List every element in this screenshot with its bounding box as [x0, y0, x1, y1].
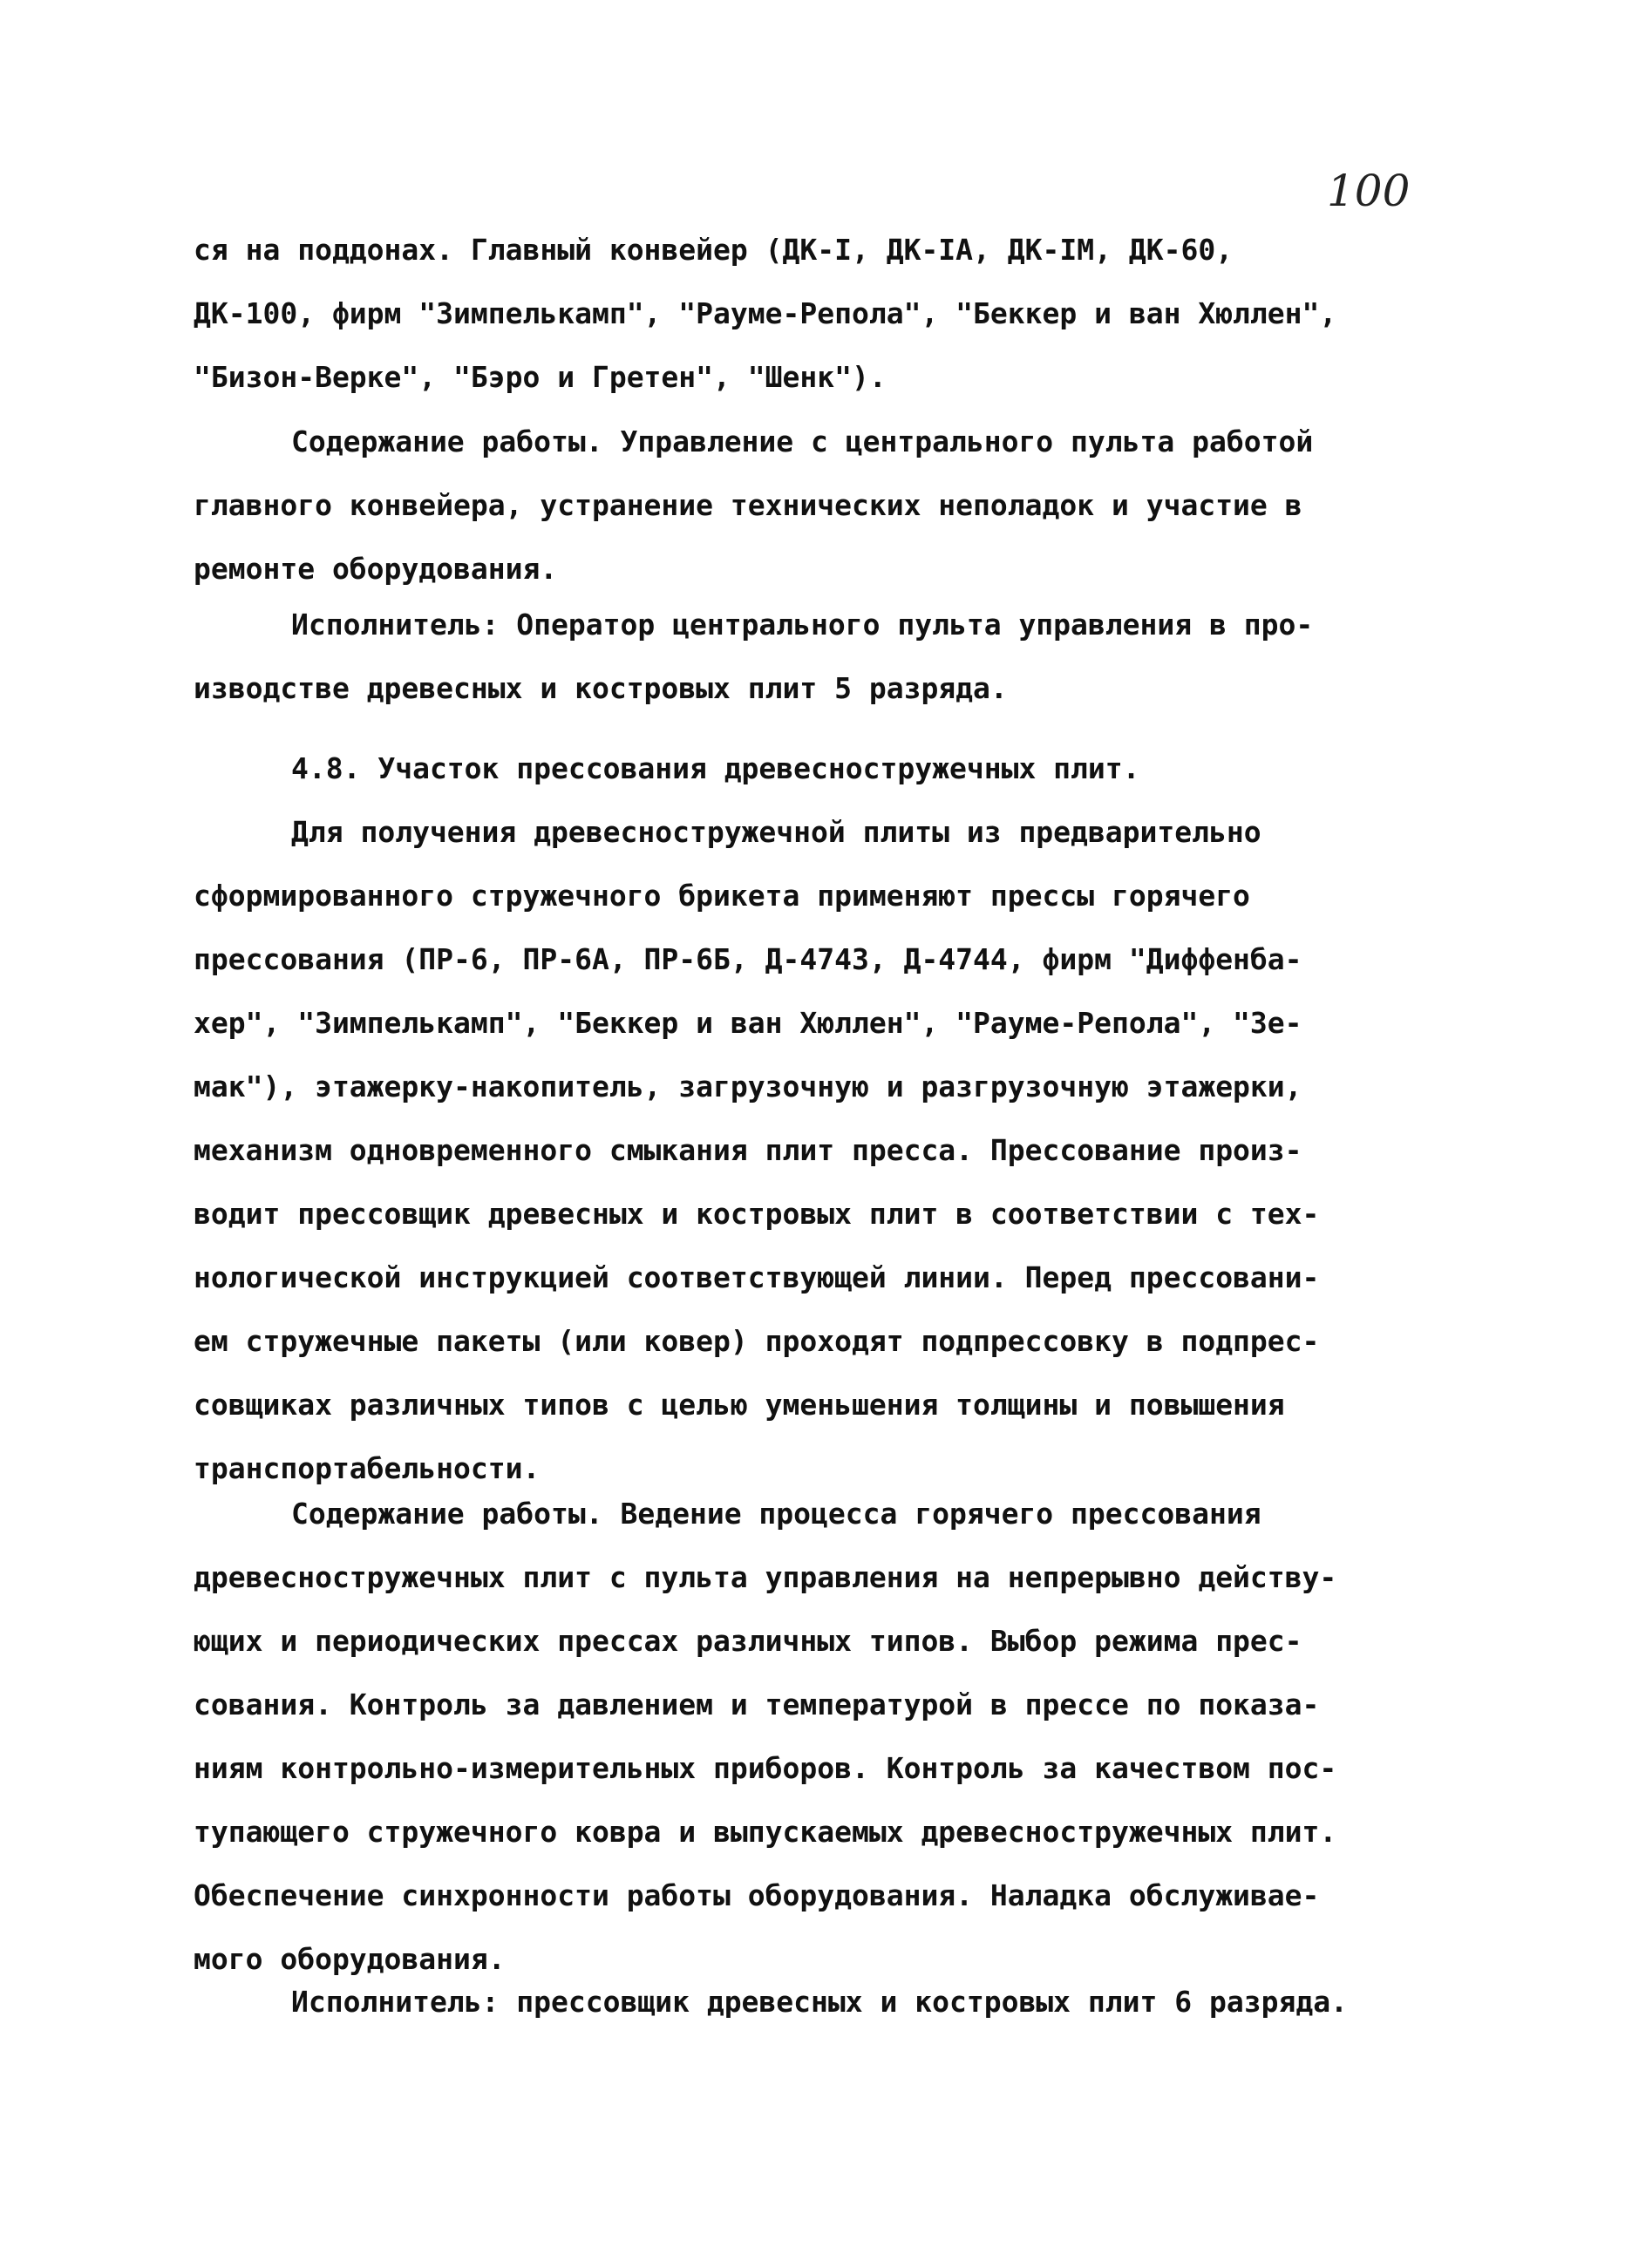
text-line: мак"), этажерку-накопитель, загрузочную и разгрузочную этажерки, [194, 1069, 1302, 1103]
text-line: Содержание работы. Ведение процесса горячего прессования [291, 1497, 1261, 1531]
text-line: нологической инструкцией соответствующей линии. Перед прессовани- [194, 1260, 1320, 1294]
text-line: Содержание работы. Управление с центрального пульта работой [291, 424, 1314, 458]
text-line: ся на поддонах. Главный конвейер (ДК-I, ДК-IА, ДК-IМ, ДК-60, [194, 233, 1234, 267]
section-heading: 4.8. Участок прессования древесностружечных плит. [291, 751, 1140, 785]
text-line: сформированного стружечного брикета применяют прессы горячего [194, 879, 1250, 913]
text-line: хер", "Зимпелькамп", "Беккер и ван Хюллен", "Рауме-Репола", "Зе- [194, 1006, 1302, 1040]
paragraph-performer-presser [194, 1970, 1449, 2034]
text-line: ДК-100, фирм "Зимпелькамп", "Рауме-Репола", "Беккер и ван Хюллен", [194, 296, 1337, 330]
text-line: ем стружечные пакеты (или ковер) проходят подпрессовку в подпрес- [194, 1324, 1320, 1358]
text-line: ющих и периодических прессах различных типов. Выбор режима прес- [194, 1624, 1302, 1658]
text-line: древесностружечных плит с пульта управления на непрерывно действу- [194, 1560, 1337, 1594]
text-line: водит прессовщик древесных и костровых плит в соответствии с тех- [194, 1197, 1320, 1231]
paragraph-job-content-pressing [194, 1482, 1449, 1991]
text-line: транспортабельности. [194, 1451, 541, 1485]
text-line: изводстве древесных и костровых плит 5 разряда. [194, 671, 1008, 705]
page-number: 100 [1327, 166, 1411, 216]
paragraph-performer-operator [194, 593, 1449, 720]
section-4-8-pressing [194, 737, 1449, 1500]
text-line: главного конвейера, устранение технических неполадок и участие в [194, 488, 1302, 522]
text-line: ниям контрольно-измерительных приборов. Контроль за качеством пос- [194, 1751, 1337, 1785]
paragraph-job-content-conveyor [194, 410, 1449, 601]
text-line: сования. Контроль за давлением и температурой в прессе по показа- [194, 1687, 1320, 1721]
paragraph-equipment-list [194, 218, 1449, 409]
text-line: Исполнитель: Оператор центрального пульта управления в про- [291, 608, 1314, 642]
text-line: совщиках различных типов с целью уменьшения толщины и повышения [194, 1388, 1285, 1422]
text-line: мого оборудования. [194, 1942, 506, 1976]
text-line: тупающего стружечного ковра и выпускаемых древесностружечных плит. [194, 1815, 1337, 1849]
text-line: ремонте оборудования. [194, 552, 558, 586]
text-line: Для получения древесностружечной плиты из предварительно [291, 815, 1261, 849]
text-line: прессования (ПР-6, ПР-6А, ПР-6Б, Д-4743, Д-4744, фирм "Диффенба- [194, 942, 1302, 976]
text-line: Исполнитель: прессовщик древесных и костровых плит 6 разряда. [291, 1985, 1348, 2019]
text-line: механизм одновременного смыкания плит пресса. Прессование произ- [194, 1133, 1302, 1167]
text-line: "Бизон-Верке", "Бэро и Гретен", "Шенк"). [194, 360, 887, 394]
text-line: Обеспечение синхронности работы оборудования. Наладка обслуживае- [194, 1878, 1320, 1912]
